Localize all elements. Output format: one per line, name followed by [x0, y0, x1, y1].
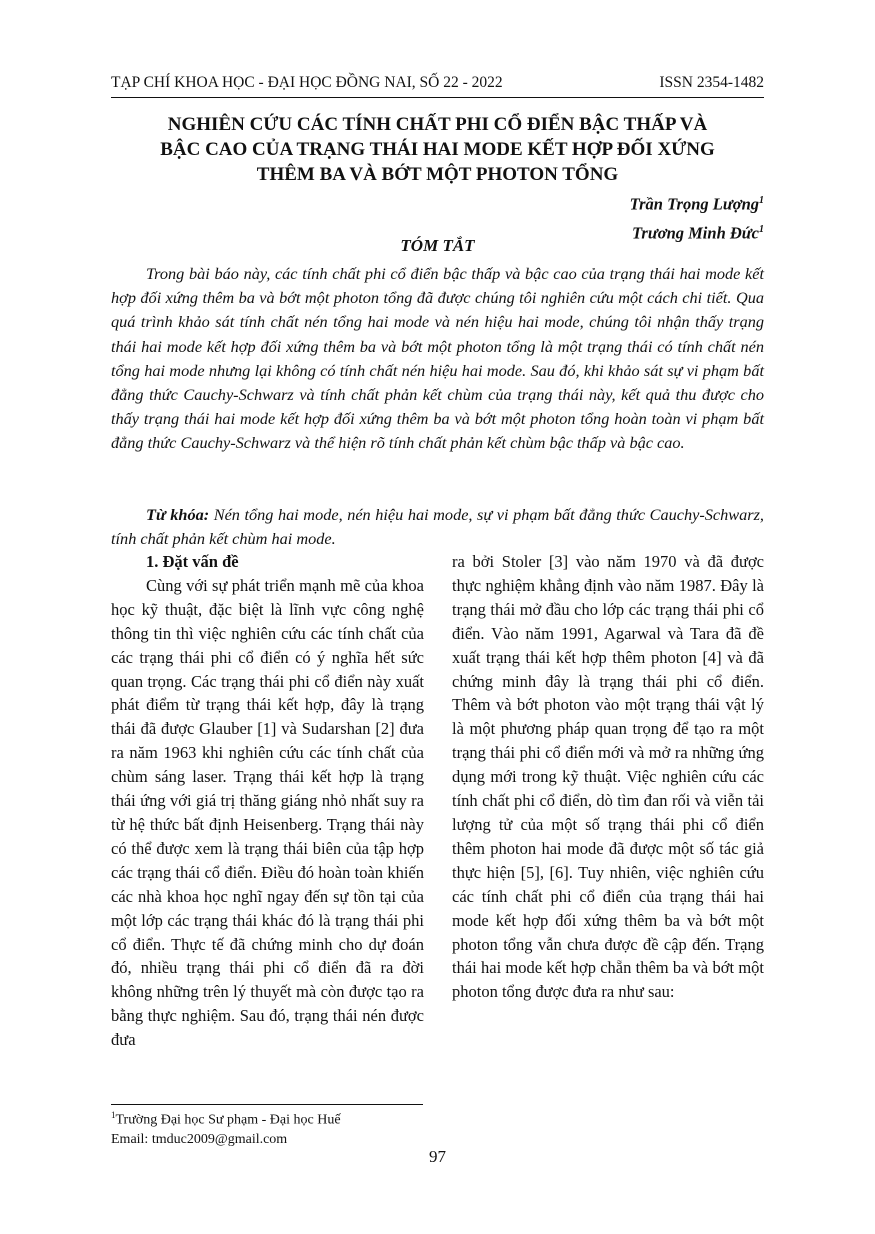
section-heading: 1. Đặt vấn đề	[146, 552, 239, 571]
footnote-email: Email: tmduc2009@gmail.com	[111, 1131, 288, 1147]
title-line: NGHIÊN CỨU CÁC TÍNH CHẤT PHI CỔ ĐIỂN BẬC THẤP VÀ	[167, 114, 708, 135]
title-line: THÊM BA VÀ BỚT MỘT PHOTON TỔNG	[256, 164, 619, 185]
running-header	[111, 74, 764, 92]
author-name: Trần Trọng Lượng	[629, 194, 759, 214]
body-paragraph: Cùng với sự phát triển mạnh mẽ của khoa học kỹ thuật, đặc biệt là lĩnh vực công nghệ thông tin thì việc nghiên cứu các tính chất của các trạng thái phi cổ điển có ý nghĩa hết sức quan trọng. Các trạng thái phi cổ điển này xuất phát điểm từ trạng thái kết hợp, đây là trạng thái đã được Glauber [1] và Sudarshan [2] đưa ra năm 1963 khi nghiên cứu các tính chất của chùm sáng laser. Trạng thái kết hợp là trạng thái ứng với giá trị thăng giáng nhỏ nhất suy ra từ hệ thức bất định Heisenberg. Trạng thái này có thể được xem là trạng thái biên của tập hợp các trạng thái cổ điển. Điều đó hoàn toàn khiến các nhà khoa học nghĩ ngay đến sự tồn tại của một lớp các trạng thái khác đó là trạng thái phi cổ điển. Thực tế đã chứng minh cho dự đoán đó, nhiều trạng thái phi cổ điển đã ra đời không những trên lý thuyết mà còn được tạo ra bằng thực nghiệm. Sau đó, trạng thái nén được đưa	[111, 575, 424, 1050]
page-number: 97	[429, 1147, 446, 1166]
abstract-heading: TÓM TẮT	[400, 236, 475, 255]
author-name: Trương Minh Đức	[631, 223, 759, 242]
keywords-label: Từ khóa:	[146, 505, 210, 524]
keywords-text: Nén tổng hai mode, nén hiệu hai mode, sự vi phạm bất đẳng thức Cauchy-Schwarz, tính chất phản kết chùm hai mode.	[111, 505, 764, 549]
author-affiliation-marker: 1	[759, 223, 764, 235]
body-paragraph: ra bởi Stoler [3] vào năm 1970 và đã được thực nghiệm khẳng định vào năm 1987. Đây là trạng thái mở đầu cho lớp các trạng thái phi cổ điển. Vào năm 1991, Agarwal và Tara đã đề xuất trạng thái kết hợp thêm photon [4] và đã chứng minh đây là trạng thái phi cổ điển. Thêm và bớt photon vào một trạng thái vật lý là một phương pháp quan trọng để tạo ra một trạng thái phi cổ điển mới và mở ra những ứng dụng mới trong kỹ thuật. Việc nghiên cứu các tính chất phi cổ điển, dò tìm đan rối và viễn tải lượng tử của một số trạng thái phi cổ điển thêm photon hai mode đã được một số tác giả thực hiện [5], [6]. Tuy nhiên, việc nghiên cứu các tính chất phi cổ điển của trạng thái hai mode kết hợp đối xứng thêm ba và bớt một photon tổng vẫn chưa được đề cập đến. Trạng thái hai mode kết hợp chẵn thêm ba và bớt một photon tổng được đưa ra như sau:	[452, 552, 764, 1002]
author	[630, 188, 764, 217]
footnote	[111, 1106, 341, 1149]
right-column	[452, 550, 764, 1004]
footnote-rule	[111, 1104, 423, 1105]
footnote-marker: 1	[111, 1110, 116, 1120]
journal-name: TẠP CHÍ KHOA HỌC - ĐẠI HỌC ĐỒNG NAI, SỐ 22 - 2022	[111, 74, 503, 91]
abstract-text: Trong bài báo này, các tính chất phi cổ điển bậc thấp và bậc cao của trạng thái hai mode kết hợp đối xứng thêm ba và bớt một photon tổng đã được chúng tôi nghiên cứu một cách chi tiết. Qua quá trình khảo sát tính chất nén tổng hai mode và nén hiệu hai mode, chúng tôi nhận thấy trạng thái hai mode kết hợp đối xứng thêm ba và bớt một photon tổng là một trạng thái có tính chất nén tổng hai mode nhưng lại không có tính chất nén hiệu hai mode. Sau đó, khi khảo sát sự vi phạm bất đẳng thức Cauchy-Schwarz và tính chất phản kết chùm của trạng thái này, kết quả thu được cho thấy trạng thái hai mode kết hợp đối xứng thêm ba và bớt một photon tổng hoàn toàn vi phạm bất đẳng thức Cauchy-Schwarz và thể hiện rõ tính chất phản kết chùm bậc thấp và bậc cao.	[111, 264, 764, 453]
issn: ISSN 2354-1482	[659, 74, 764, 91]
title-line: BẬC CAO CỦA TRẠNG THÁI HAI MODE KẾT HỢP ĐỐI XỨNG	[160, 139, 715, 160]
article-title	[111, 112, 764, 187]
left-column	[111, 550, 424, 1052]
author-affiliation-marker: 1	[759, 195, 764, 206]
header-rule	[111, 97, 764, 98]
footnote-affiliation: $^1$Trường Đại học Sư phạm - Đại học Huế	[111, 1110, 341, 1128]
keywords	[111, 503, 764, 551]
